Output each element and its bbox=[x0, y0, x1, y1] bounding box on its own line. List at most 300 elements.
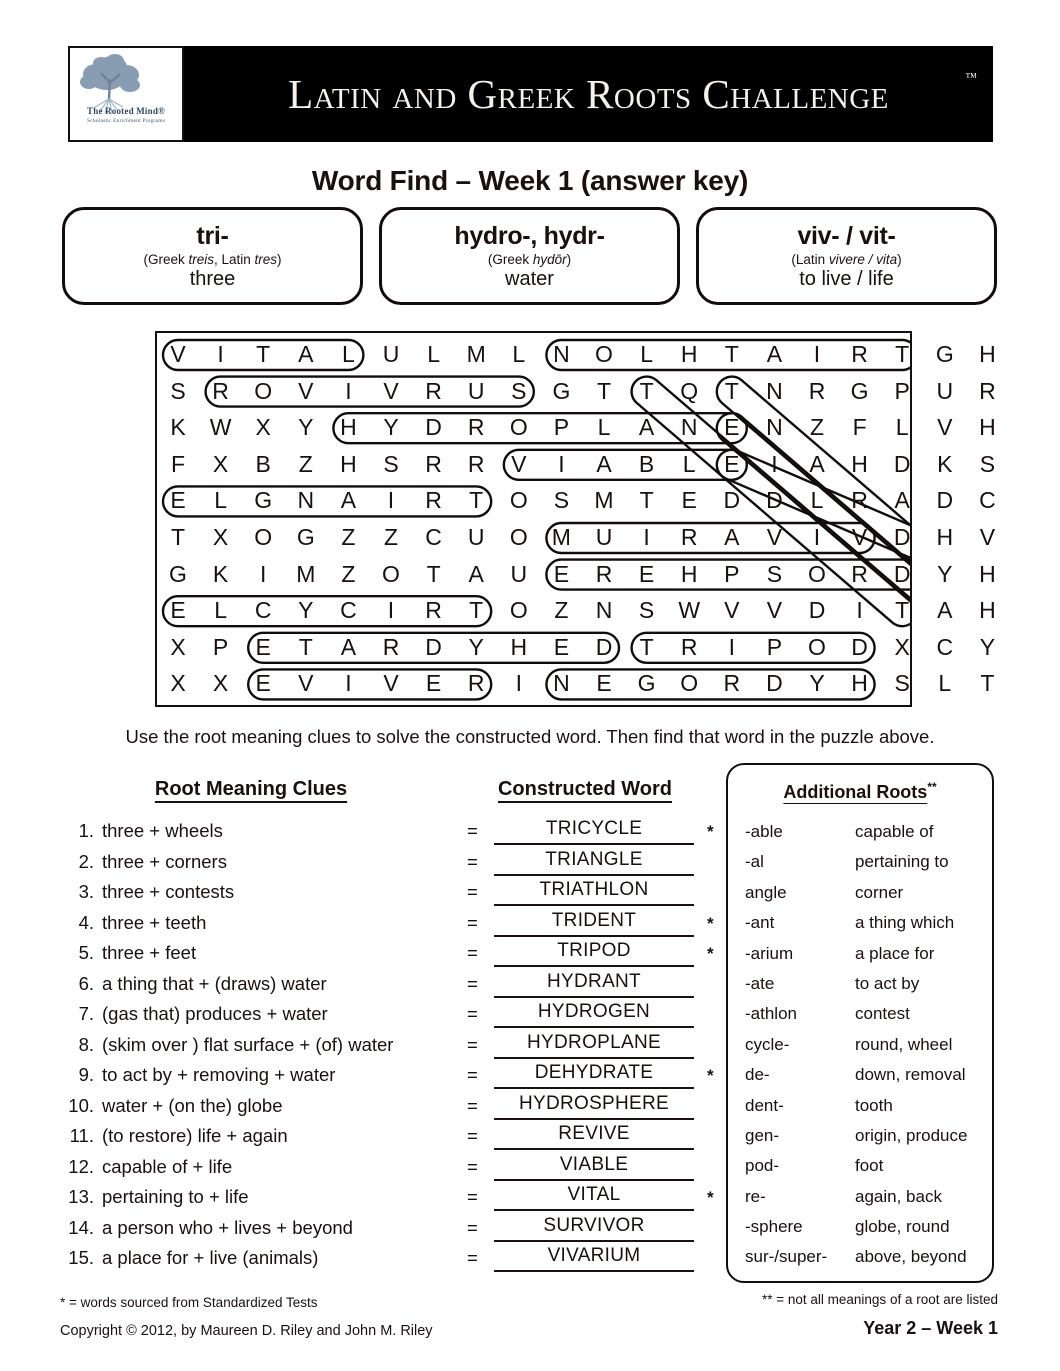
grid-cell: O bbox=[509, 597, 528, 624]
constructed-word-column-header: Constructed Word bbox=[497, 778, 673, 800]
grid-cell: L bbox=[682, 450, 696, 477]
grid-cell: R bbox=[851, 487, 868, 514]
standardized-test-star: * bbox=[707, 913, 714, 933]
clue-row bbox=[62, 1245, 702, 1276]
grid-cell: N bbox=[766, 414, 783, 441]
root-key: -ate bbox=[745, 973, 775, 993]
clue-text: three + feet bbox=[102, 942, 197, 963]
grid-cell: R bbox=[467, 670, 485, 697]
grid-cell: W bbox=[678, 597, 701, 624]
grid-cell: D bbox=[766, 670, 783, 697]
grid-cell: T bbox=[724, 341, 739, 367]
constructed-word-answer[interactable]: TRIANGLE bbox=[494, 849, 694, 876]
root-meaning: round, wheel bbox=[855, 1034, 953, 1054]
grid-cell: H bbox=[680, 560, 698, 587]
grid-cell: T bbox=[170, 524, 186, 550]
grid-cell: O bbox=[808, 560, 826, 587]
grid-cell: L bbox=[427, 341, 440, 367]
root-label: tri- bbox=[196, 221, 229, 250]
grid-cell: X bbox=[255, 414, 271, 441]
grid-cell: K bbox=[212, 560, 229, 587]
clue-number: 6. bbox=[78, 972, 94, 994]
grid-cell: R bbox=[723, 670, 741, 697]
grid-cell: A bbox=[724, 524, 740, 550]
grid-cell: N bbox=[553, 341, 570, 367]
grid-cell: E bbox=[170, 487, 186, 514]
equals-sign: = bbox=[467, 1125, 478, 1146]
root-key: -athlon bbox=[745, 1004, 797, 1024]
grid-cell: O bbox=[254, 377, 273, 404]
grid-cell: Y bbox=[383, 414, 399, 441]
root-meaning: again, back bbox=[855, 1186, 942, 1206]
logo-name: The Rooted Mind® bbox=[87, 106, 165, 116]
grid-cell: X bbox=[170, 633, 186, 660]
grid-cell: L bbox=[810, 487, 824, 514]
constructed-word-answer[interactable]: VIABLE bbox=[494, 1154, 694, 1181]
constructed-word-answer[interactable]: VIVARIUM bbox=[494, 1245, 694, 1272]
grid-cell: N bbox=[297, 487, 315, 514]
grid-cell: I bbox=[856, 597, 863, 624]
clues-column-header: Root Meaning Clues bbox=[154, 778, 348, 800]
grid-cell: C bbox=[254, 597, 272, 624]
additional-root-row bbox=[745, 1124, 981, 1154]
grid-cell: U bbox=[510, 560, 528, 587]
grid-cell: S bbox=[979, 450, 996, 477]
grid-cell: V bbox=[383, 377, 399, 404]
clue-text: three + contests bbox=[102, 881, 235, 902]
grid-cell: Q bbox=[680, 377, 699, 404]
clue-text: water + (on the) globe bbox=[102, 1094, 283, 1116]
clue-text: to act by + removing + water bbox=[102, 1064, 336, 1085]
grid-cell: Z bbox=[809, 414, 825, 441]
clue-text: three + wheels bbox=[102, 820, 223, 841]
grid-cell: R bbox=[467, 414, 485, 441]
root-origin: (Latin vivere / vita) bbox=[791, 251, 902, 267]
clue-text: pertaining to + life bbox=[102, 1186, 249, 1207]
clue-row bbox=[62, 1001, 702, 1032]
equals-sign: = bbox=[467, 1247, 478, 1268]
constructed-word-answer[interactable]: TRIDENT bbox=[494, 910, 694, 937]
grid-cell: T bbox=[426, 560, 441, 587]
grid-cell: Y bbox=[298, 414, 314, 441]
grid-cell: T bbox=[724, 377, 739, 404]
root-meaning: down, removal bbox=[855, 1065, 966, 1085]
grid-cell: D bbox=[425, 633, 442, 660]
page-header bbox=[68, 46, 993, 142]
grid-cell: G bbox=[296, 524, 315, 550]
root-meaning: globe, round bbox=[855, 1217, 950, 1237]
grid-cell: N bbox=[680, 414, 698, 441]
grid-cell: N bbox=[766, 377, 783, 404]
grid-cell: A bbox=[766, 341, 783, 367]
root-box-viv-vit bbox=[696, 207, 997, 305]
grid-cell: S bbox=[894, 670, 910, 697]
clue-text: three + corners bbox=[102, 850, 227, 872]
grid-cell: I bbox=[345, 670, 352, 697]
grid-cell: E bbox=[553, 560, 570, 587]
grid-cell: D bbox=[893, 450, 911, 477]
grid-cell: H bbox=[979, 341, 996, 367]
clue-number: 5. bbox=[78, 942, 94, 963]
grid-cell: I bbox=[515, 670, 522, 697]
grid-cell: W bbox=[209, 414, 232, 441]
grid-cell: E bbox=[170, 597, 186, 624]
root-key: -arium bbox=[745, 943, 794, 963]
grid-cell: E bbox=[724, 414, 740, 441]
grid-cell: A bbox=[638, 414, 655, 441]
equals-sign: = bbox=[467, 972, 478, 994]
grid-cell: L bbox=[214, 487, 227, 514]
grid-cell: P bbox=[212, 633, 229, 660]
word-search-grid[interactable] bbox=[155, 331, 996, 707]
grid-cell: H bbox=[851, 670, 868, 697]
grid-cell: T bbox=[469, 597, 484, 624]
grid-cell: V bbox=[170, 341, 186, 367]
grid-cell: Y bbox=[937, 560, 953, 587]
grid-cell: M bbox=[594, 487, 614, 514]
additional-root-row bbox=[745, 1033, 981, 1063]
logo-tagline: Scholastic Enrichment Programs bbox=[86, 118, 166, 124]
grid-cell: Z bbox=[341, 560, 356, 587]
grid-cell: E bbox=[638, 560, 655, 587]
grid-cell: E bbox=[681, 487, 697, 514]
equals-sign: = bbox=[467, 1094, 478, 1116]
grid-cell: O bbox=[509, 487, 528, 514]
grid-cell: A bbox=[340, 633, 357, 660]
grid-cell: O bbox=[254, 524, 273, 550]
grid-cell: C bbox=[936, 633, 954, 660]
root-meaning: a place for bbox=[855, 943, 935, 963]
grid-cell: A bbox=[809, 450, 825, 477]
root-key: -sphere bbox=[745, 1217, 803, 1237]
root-key: -ant bbox=[745, 913, 775, 933]
additional-root-row bbox=[745, 850, 981, 880]
instruction-text: Use the root meaning clues to solve the constructed word. Then find that word in the puzzle above. bbox=[125, 726, 935, 747]
grid-cell: S bbox=[553, 487, 570, 514]
grid-cell: T bbox=[596, 377, 612, 404]
standardized-test-star: * bbox=[707, 822, 714, 841]
grid-cell: R bbox=[680, 524, 698, 550]
grid-letters-layer bbox=[157, 333, 996, 705]
clue-list bbox=[62, 818, 714, 1276]
grid-cell: P bbox=[894, 377, 910, 404]
root-key: sur-/super- bbox=[745, 1247, 828, 1267]
root-meaning: foot bbox=[855, 1156, 884, 1176]
grid-cell: I bbox=[217, 341, 224, 367]
clue-row bbox=[62, 849, 702, 880]
equals-sign: = bbox=[467, 1216, 478, 1238]
additional-root-row bbox=[745, 911, 981, 941]
grid-cell: R bbox=[680, 633, 698, 660]
grid-cell: S bbox=[170, 377, 186, 404]
root-origin: (Greek hydōr) bbox=[487, 251, 572, 267]
clue-row bbox=[62, 1184, 714, 1215]
grid-cell: R bbox=[425, 487, 442, 514]
root-meaning: contest bbox=[855, 1004, 910, 1024]
grid-cell: S bbox=[511, 377, 527, 404]
grid-cell: T bbox=[980, 670, 995, 697]
clue-row bbox=[62, 1215, 702, 1246]
root-meaning: to live / life bbox=[799, 267, 894, 290]
grid-cell: D bbox=[766, 487, 783, 514]
clue-row bbox=[62, 1123, 702, 1154]
grid-cell: D bbox=[425, 414, 442, 441]
grid-cell: D bbox=[808, 597, 826, 624]
clue-number: 9. bbox=[78, 1064, 94, 1085]
grid-cell: O bbox=[382, 560, 400, 587]
grid-cell: G bbox=[552, 377, 571, 404]
standardized-test-star: * bbox=[707, 944, 714, 963]
clue-row bbox=[62, 818, 714, 849]
grid-cell: A bbox=[468, 560, 484, 587]
root-meaning: to act by bbox=[855, 973, 920, 993]
grid-cell: T bbox=[895, 597, 910, 624]
grid-cell: S bbox=[638, 597, 655, 624]
equals-sign: = bbox=[467, 1003, 478, 1024]
grid-cell: I bbox=[771, 450, 778, 477]
grid-cell: R bbox=[851, 341, 868, 367]
grid-cell: B bbox=[255, 450, 271, 477]
constructed-word-answer[interactable]: TRIPOD bbox=[494, 940, 694, 967]
grid-cell: G bbox=[935, 341, 954, 367]
grid-cell: G bbox=[850, 377, 869, 404]
clue-row bbox=[62, 971, 702, 1002]
grid-cell: R bbox=[425, 597, 442, 624]
grid-cell: M bbox=[466, 341, 486, 367]
grid-cell: V bbox=[979, 524, 996, 550]
root-label: hydro-, hydr- bbox=[454, 221, 605, 250]
constructed-word-answer[interactable]: VITAL bbox=[494, 1184, 694, 1211]
grid-cell: S bbox=[383, 450, 399, 477]
grid-cell: Z bbox=[383, 524, 399, 550]
clue-text: (gas that) produces + water bbox=[102, 1003, 328, 1024]
root-key: dent- bbox=[745, 1095, 784, 1115]
grid-cell: R bbox=[467, 450, 485, 477]
standardized-test-star: * bbox=[707, 1066, 714, 1085]
grid-cell: I bbox=[813, 524, 821, 550]
grid-cell: H bbox=[936, 524, 954, 550]
grid-cell: K bbox=[937, 450, 953, 477]
equals-sign: = bbox=[467, 1064, 478, 1085]
additional-root-row bbox=[745, 1245, 981, 1275]
clue-number: 2. bbox=[78, 850, 94, 872]
additional-roots-list bbox=[745, 820, 981, 1276]
grid-cell: V bbox=[937, 414, 953, 441]
grid-cell: L bbox=[597, 414, 611, 441]
grid-cell: O bbox=[808, 633, 826, 660]
grid-cell: V bbox=[724, 597, 740, 624]
constructed-word-answer[interactable]: SURVIVOR bbox=[494, 1215, 694, 1242]
grid-cell: I bbox=[558, 450, 565, 477]
additional-root-row bbox=[745, 1185, 981, 1215]
grid-cell: O bbox=[509, 524, 528, 550]
clue-text: a place for + live (animals) bbox=[102, 1247, 319, 1268]
grid-cell: C bbox=[340, 597, 357, 624]
clue-row bbox=[62, 1032, 702, 1063]
grid-cell: T bbox=[256, 341, 271, 367]
root-boxes-row bbox=[62, 207, 997, 305]
root-box-tri bbox=[62, 207, 363, 305]
additional-root-row bbox=[745, 1215, 981, 1245]
clue-number: 10. bbox=[68, 1094, 94, 1116]
grid-cell: Z bbox=[554, 597, 569, 624]
grid-cell: A bbox=[596, 450, 612, 477]
grid-cell: I bbox=[813, 341, 821, 367]
grid-cell: V bbox=[298, 670, 314, 697]
clue-number: 8. bbox=[78, 1033, 94, 1055]
footnote-double-star: ** = not all meanings of a root are listed bbox=[761, 1292, 998, 1307]
grid-cell: H bbox=[340, 450, 357, 477]
logo-box bbox=[68, 46, 184, 142]
grid-cell: M bbox=[551, 524, 571, 550]
clue-text: three + teeth bbox=[102, 911, 207, 933]
clue-row bbox=[62, 1154, 702, 1185]
constructed-word-answer[interactable]: HYDROPLANE bbox=[494, 1032, 694, 1059]
grid-cell: L bbox=[938, 670, 952, 697]
grid-cell: E bbox=[425, 670, 442, 697]
additional-root-row bbox=[745, 881, 981, 911]
grid-cell: L bbox=[214, 597, 227, 624]
additional-root-row bbox=[745, 1094, 981, 1124]
clue-row bbox=[62, 909, 714, 941]
clue-text: a person who + lives + beyond bbox=[102, 1216, 353, 1238]
grid-cell: I bbox=[387, 487, 395, 514]
grid-cell: T bbox=[639, 633, 654, 660]
grid-cell: D bbox=[723, 487, 741, 514]
clue-text: a thing that + (draws) water bbox=[102, 972, 327, 994]
grid-cell: T bbox=[469, 487, 484, 514]
clue-row bbox=[62, 1093, 702, 1124]
grid-cell: X bbox=[212, 450, 229, 477]
equals-sign: = bbox=[467, 1155, 478, 1177]
equals-sign: = bbox=[467, 911, 478, 933]
grid-cell: V bbox=[298, 377, 314, 404]
additional-root-row bbox=[745, 1154, 981, 1184]
grid-cell: V bbox=[766, 524, 783, 550]
clue-number: 7. bbox=[78, 1003, 94, 1024]
grid-cell: U bbox=[382, 341, 400, 367]
grid-cell: Y bbox=[979, 633, 996, 660]
grid-cell: R bbox=[425, 450, 442, 477]
footnote-star: * = words sourced from Standardized Tests bbox=[60, 1295, 318, 1310]
grid-cell: V bbox=[383, 670, 399, 697]
grid-cell: L bbox=[512, 341, 526, 367]
clue-row bbox=[62, 940, 714, 971]
grid-cell: I bbox=[728, 633, 735, 660]
grid-cell: Y bbox=[809, 670, 825, 697]
clue-number: 1. bbox=[78, 820, 94, 841]
clue-text: capable of + life bbox=[102, 1155, 233, 1177]
grid-cell: F bbox=[170, 450, 186, 477]
clue-row bbox=[62, 879, 702, 910]
grid-cell: X bbox=[170, 670, 186, 697]
grid-cell: A bbox=[894, 487, 910, 514]
grid-cell: K bbox=[170, 414, 186, 441]
grid-cell: O bbox=[595, 341, 613, 367]
grid-cell: Z bbox=[298, 450, 313, 477]
grid-cell: E bbox=[553, 633, 570, 660]
root-key: -able bbox=[745, 822, 783, 841]
clue-number: 15. bbox=[68, 1247, 94, 1268]
root-meaning: origin, produce bbox=[855, 1125, 968, 1145]
grid-cell: G bbox=[637, 670, 656, 697]
root-meaning: capable of bbox=[855, 822, 934, 841]
constructed-word-answer[interactable]: HYDROSPHERE bbox=[494, 1093, 694, 1120]
constructed-word-answer[interactable]: TRICYCLE bbox=[494, 818, 694, 845]
grid-cell: V bbox=[766, 597, 783, 624]
grid-cell: D bbox=[851, 633, 868, 660]
grid-cell: D bbox=[893, 560, 911, 587]
grid-cell: T bbox=[298, 633, 313, 660]
clue-number: 14. bbox=[68, 1216, 94, 1238]
grid-cell: F bbox=[852, 414, 867, 441]
constructed-word-answer[interactable]: DEHYDRATE bbox=[494, 1062, 694, 1089]
grid-cell: L bbox=[895, 414, 909, 441]
grid-cell: U bbox=[467, 524, 485, 550]
grid-cell: H bbox=[680, 341, 698, 367]
grid-cell: E bbox=[255, 633, 271, 660]
root-origin: (Greek treis, Latin tres) bbox=[143, 251, 282, 267]
additional-roots-panel bbox=[726, 763, 994, 1283]
grid-cell: R bbox=[382, 633, 400, 660]
root-key: -al bbox=[745, 852, 764, 872]
constructed-word-answer[interactable]: HYDRANT bbox=[494, 971, 694, 998]
grid-cell: L bbox=[341, 341, 355, 367]
additional-root-row bbox=[745, 1002, 981, 1032]
equals-sign: = bbox=[467, 942, 478, 963]
grid-cell: X bbox=[894, 633, 910, 660]
grid-cell: U bbox=[467, 377, 485, 404]
grid-cell: H bbox=[979, 597, 996, 624]
copyright-notice: Copyright © 2012, by Maureen D. Riley and John M. Riley bbox=[60, 1323, 433, 1339]
constructed-word-answer[interactable]: HYDROGEN bbox=[494, 1001, 694, 1028]
grid-cell: O bbox=[680, 670, 699, 697]
root-key: re- bbox=[745, 1186, 766, 1206]
grid-cell: V bbox=[851, 524, 868, 550]
root-meaning: above, beyond bbox=[855, 1247, 967, 1267]
grid-cell: V bbox=[511, 450, 527, 477]
clue-number: 13. bbox=[68, 1186, 94, 1207]
grid-cell: T bbox=[639, 487, 654, 514]
page-title: Word Find – Week 1 (answer key) bbox=[311, 165, 749, 196]
grid-cell: D bbox=[893, 524, 911, 550]
grid-cell: A bbox=[340, 487, 357, 514]
root-key: cycle- bbox=[745, 1034, 790, 1054]
constructed-word-answer[interactable]: TRIATHLON bbox=[494, 879, 694, 906]
additional-root-row bbox=[745, 972, 981, 1002]
root-meaning: pertaining to bbox=[855, 852, 949, 872]
clue-number: 4. bbox=[78, 911, 94, 933]
grid-cell: H bbox=[340, 414, 357, 441]
equals-sign: = bbox=[467, 881, 478, 902]
equals-sign: = bbox=[467, 850, 478, 872]
additional-root-row bbox=[745, 942, 981, 972]
grid-cell: U bbox=[595, 524, 613, 550]
grid-cell: D bbox=[595, 633, 613, 660]
grid-cell: R bbox=[212, 377, 229, 404]
grid-cell: E bbox=[255, 670, 271, 697]
constructed-word-answer[interactable]: REVIVE bbox=[494, 1123, 694, 1150]
additional-root-row bbox=[745, 820, 981, 850]
grid-cell: H bbox=[851, 450, 868, 477]
clue-text: (skim over ) flat surface + (of) water bbox=[102, 1033, 394, 1055]
clue-row bbox=[62, 1062, 714, 1093]
grid-cell: P bbox=[766, 633, 783, 660]
clue-text: (to restore) life + again bbox=[102, 1125, 288, 1146]
grid-cell: R bbox=[979, 377, 996, 404]
root-meaning: corner bbox=[855, 882, 904, 902]
grid-cell: R bbox=[595, 560, 613, 587]
